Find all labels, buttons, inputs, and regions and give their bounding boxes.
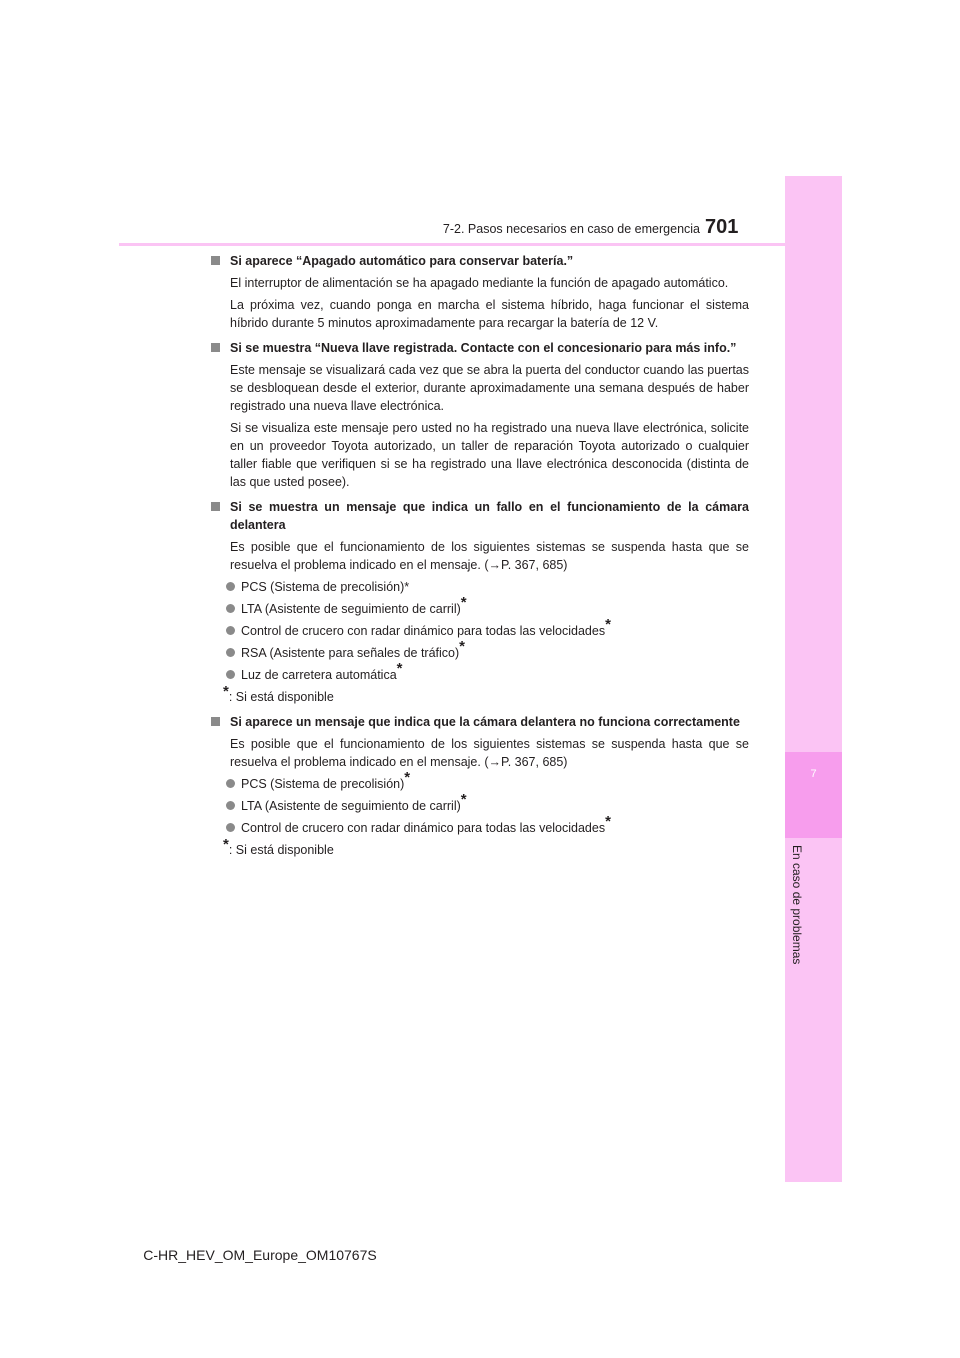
list-item	[211, 594, 749, 618]
list-item-text: RSA (Asistente para señales de tráfico)	[241, 646, 460, 660]
list-item-text: LTA (Asistente de seguimiento de carril)	[241, 602, 461, 616]
asterisk-mark: *	[396, 660, 403, 677]
asterisk-mark: *	[605, 616, 611, 633]
round-bullet-icon	[226, 823, 235, 832]
footnote-text: : Si está disponible	[228, 843, 334, 857]
list-item-text: LTA (Asistente de seguimiento de carril)	[241, 799, 461, 813]
page-number: 701	[705, 216, 739, 238]
asterisk-mark: *	[460, 594, 467, 611]
header-rule	[119, 243, 842, 246]
square-bullet-icon	[211, 343, 220, 352]
list-item	[211, 791, 749, 815]
asterisk-mark: *	[223, 683, 229, 700]
asterisk-mark: *	[459, 638, 466, 655]
round-bullet-icon	[226, 626, 235, 635]
list-item	[211, 638, 749, 662]
list-item	[211, 578, 749, 596]
list-item-text: PCS (Sistema de precolisión)*	[241, 580, 410, 594]
chapter-label: En caso de problemas	[790, 845, 804, 965]
section-heading	[211, 252, 749, 270]
heading-text: Si aparece “Apagado automático para conservar batería.”	[230, 254, 574, 268]
chapter-number: 7	[810, 768, 817, 780]
chapter-tab	[785, 752, 842, 838]
asterisk-mark: *	[460, 791, 467, 808]
footnote	[211, 683, 749, 706]
round-bullet-icon	[226, 779, 235, 788]
document-code: C-HR_HEV_OM_Europe_OM10767S	[143, 1247, 377, 1263]
section-heading	[211, 339, 749, 357]
footnote-text: : Si está disponible	[228, 690, 334, 704]
asterisk-mark: *	[404, 769, 411, 786]
paragraph: Es posible que el funcionamiento de los siguientes sistemas se suspenda hasta que se resuelva el problema indicado en el mensaje. (→P. 367, 685)	[230, 540, 749, 572]
asterisk-mark: *	[605, 813, 611, 830]
footnote	[211, 836, 749, 859]
section-heading	[211, 498, 749, 534]
list-item-text: Control de crucero con radar dinámico para todas las velocidades	[241, 821, 606, 835]
paragraph: El interruptor de alimentación se ha apagado mediante la función de apagado automático.	[230, 276, 729, 290]
list-item	[211, 616, 749, 640]
heading-text: Si aparece un mensaje que indica que la cámara delantera no funciona correctamente	[230, 715, 740, 729]
heading-text: Si se muestra un mensaje que indica un fallo en el funcionamiento de la cámara delantera	[230, 500, 749, 532]
square-bullet-icon	[211, 256, 220, 265]
list-item-text: Control de crucero con radar dinámico para todas las velocidades	[241, 624, 606, 638]
heading-text: Si se muestra “Nueva llave registrada. Contacte con el concesionario para más info.”	[230, 341, 737, 355]
paragraph: Este mensaje se visualizará cada vez que se abra la puerta del conductor cuando las puertas se desbloquean desde el exterior, durante aproximadamente una semana después de haber registrado una nueva llave electrónica.	[230, 363, 749, 413]
paragraph: Si se visualiza este mensaje pero usted no ha registrado una nueva llave electrónica, solicite en un proveedor Toyota autorizado, un taller de reparación Toyota autorizado o cualquier taller fiable que verifiquen si se ha registrado una llave electrónica desconocida (distinta de las que usted posee).	[230, 421, 749, 489]
round-bullet-icon	[226, 801, 235, 810]
paragraph: Es posible que el funcionamiento de los siguientes sistemas se suspenda hasta que se resuelva el problema indicado en el mensaje. (→P. 367, 685)	[230, 737, 749, 769]
round-bullet-icon	[226, 670, 235, 679]
round-bullet-icon	[226, 582, 235, 591]
list-item-text: Luz de carretera automática	[241, 668, 397, 682]
header-section-title: 7-2. Pasos necesarios en caso de emergencia	[442, 222, 700, 236]
side-strip	[785, 176, 842, 1182]
paragraph: La próxima vez, cuando ponga en marcha el sistema híbrido, haga funcionar el sistema híbrido durante 5 minutos aproximadamente para recargar la batería de 12 V.	[230, 298, 749, 330]
section-heading	[211, 713, 749, 731]
list-item-text: PCS (Sistema de precolisión)	[241, 777, 405, 791]
square-bullet-icon	[211, 502, 220, 511]
page-content	[211, 252, 749, 863]
square-bullet-icon	[211, 717, 220, 726]
list-item	[211, 660, 749, 684]
list-item	[211, 813, 749, 837]
round-bullet-icon	[226, 648, 235, 657]
round-bullet-icon	[226, 604, 235, 613]
list-item	[211, 769, 749, 793]
asterisk-mark: *	[223, 836, 229, 853]
